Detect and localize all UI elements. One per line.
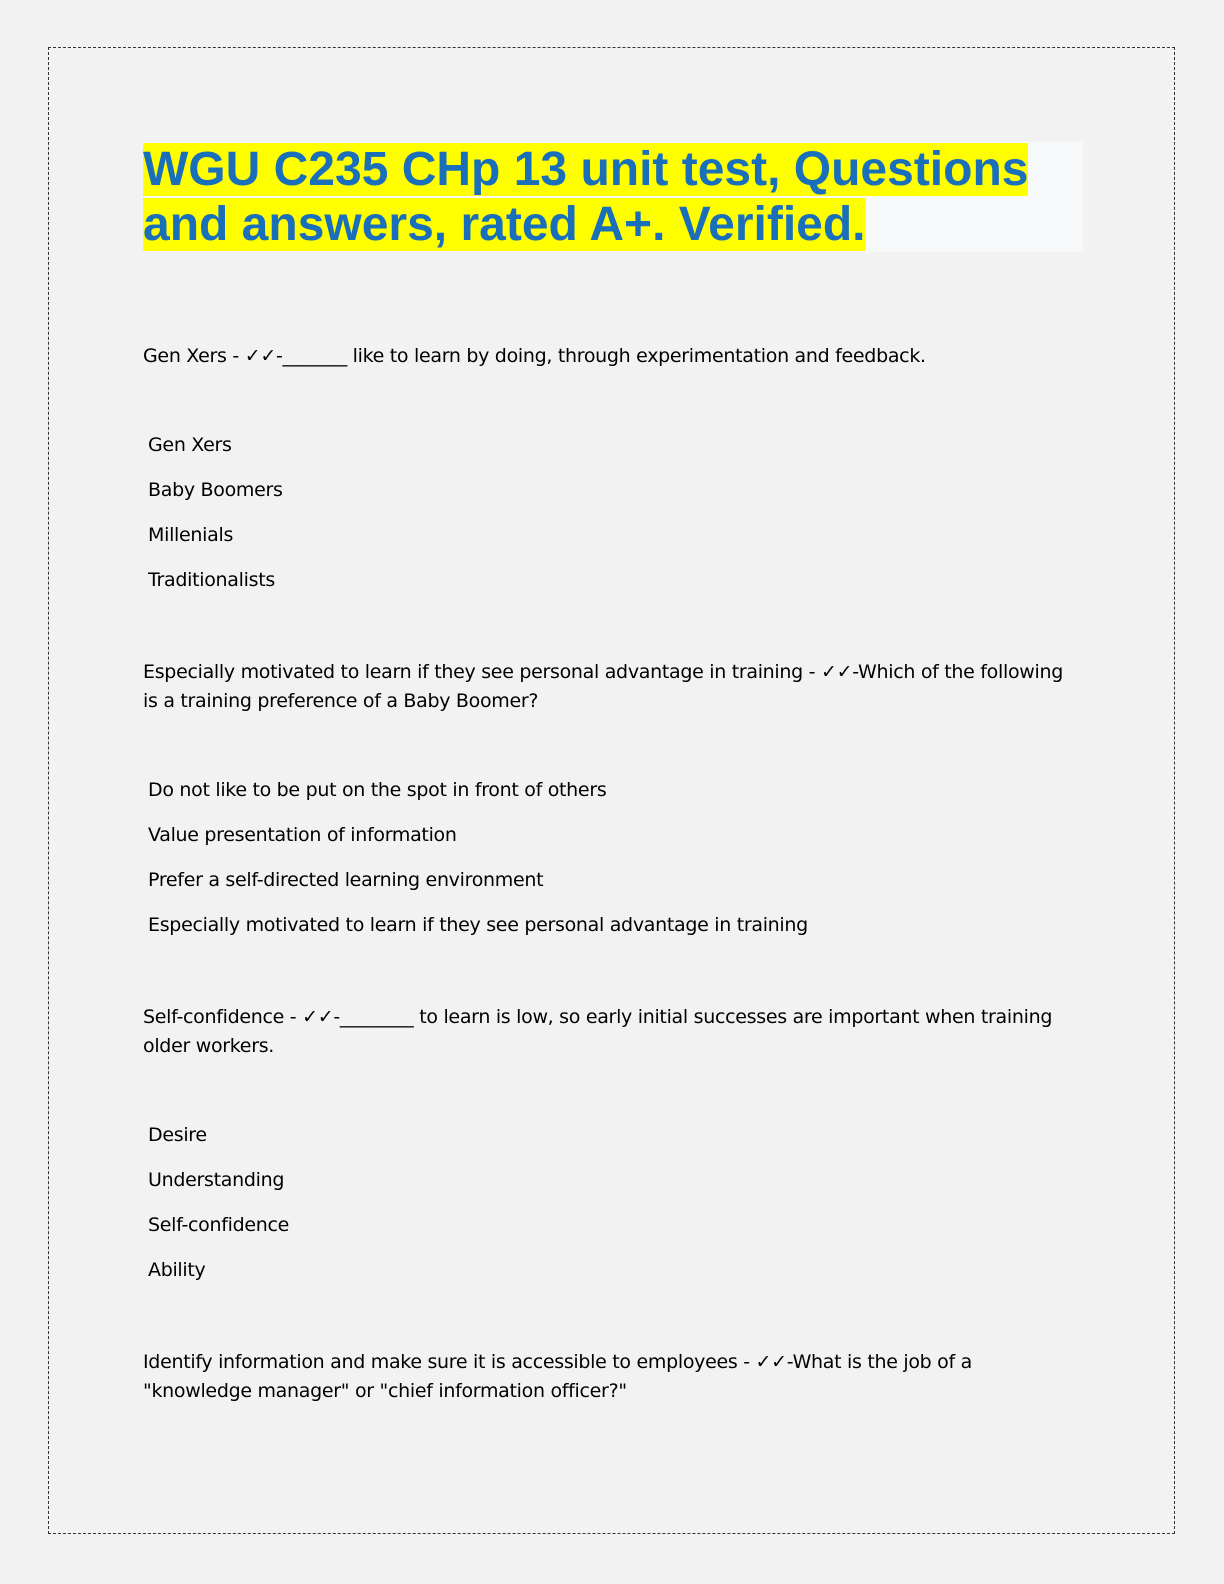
question-2-answer: Especially motivated to learn if they see personal advantage in training	[143, 661, 803, 683]
document-content	[143, 142, 1083, 1406]
option-item: Traditionalists	[148, 569, 275, 591]
question-3-options	[143, 1121, 1083, 1301]
question-1-options	[143, 431, 1083, 611]
document-title	[143, 142, 1083, 252]
question-4-separator: -	[737, 1351, 756, 1373]
question-4	[143, 1348, 1083, 1406]
checkmark-icon: ✓✓	[244, 345, 276, 367]
question-1-prompt: -_______ like to learn by doing, through experimentation and feedback.	[275, 345, 926, 367]
option-item: Millenials	[148, 524, 234, 546]
question-1-answer: Gen Xers	[143, 345, 227, 367]
question-3-answer: Self-confidence	[143, 1006, 285, 1028]
question-1	[143, 342, 1083, 371]
option-item: Prefer a self-directed learning environment	[148, 869, 544, 891]
question-2	[143, 658, 1083, 716]
question-3	[143, 1003, 1083, 1061]
checkmark-icon: ✓✓	[302, 1006, 334, 1028]
option-item: Desire	[148, 1124, 207, 1146]
option-item: Self-confidence	[148, 1214, 290, 1236]
title-line-2: and answers, rated A+. Verified.	[143, 198, 866, 251]
question-1-separator: -	[226, 345, 245, 367]
checkmark-icon: ✓✓	[755, 1351, 787, 1373]
question-3-prompt: -________ to learn is low, so early initial successes are important when training older workers.	[143, 1006, 1053, 1057]
question-4-answer: Identify information and make sure it is accessible to employees	[143, 1351, 738, 1373]
title-line-1: WGU C235 CHp 13 unit test, Questions	[143, 143, 1029, 196]
option-item: Especially motivated to learn if they see personal advantage in training	[148, 914, 808, 936]
question-2-options	[143, 776, 1083, 956]
question-3-separator: -	[284, 1006, 303, 1028]
checkmark-icon: ✓✓	[820, 661, 853, 683]
option-item: Gen Xers	[148, 434, 232, 456]
option-item: Understanding	[148, 1169, 285, 1191]
question-4-prompt: -What is the job of a "knowledge manager" or "chief information officer?"	[143, 1351, 972, 1402]
option-item: Baby Boomers	[148, 479, 283, 501]
option-item: Ability	[148, 1259, 206, 1281]
option-item: Do not like to be put on the spot in front of others	[148, 779, 607, 801]
question-2-separator: -	[802, 661, 821, 683]
question-2-prompt: -Which of the following is a training preference of a Baby Boomer?	[143, 661, 1064, 712]
title-block	[143, 142, 1083, 252]
option-item: Value presentation of information	[148, 824, 457, 846]
